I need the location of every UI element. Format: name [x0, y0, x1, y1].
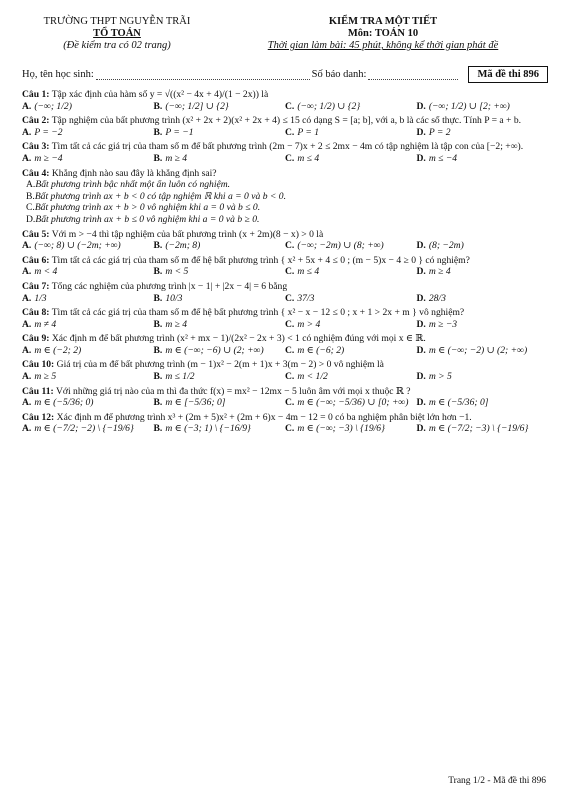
option-letter: D. — [416, 152, 426, 164]
option-text: m < 4 — [34, 266, 58, 278]
option-text: m ≠ 4 — [34, 318, 57, 330]
option-letter: C. — [285, 292, 295, 304]
option-letter: B. — [153, 344, 163, 356]
name-label: Họ, tên học sinh: — [22, 69, 94, 80]
question-number: Câu 2: — [22, 115, 50, 127]
question-text: Xác định m để phương trình x³ + (2m + 5)x² + (2m + 6)x − 4m − 12 = 0 có ba nghiệm phân biệt lớn hơn −1. — [56, 411, 472, 423]
question-text: Với m > −4 thì tập nghiệm của bất phương trình (x + 2m)(8 − x) > 0 là — [51, 228, 324, 240]
answer-option-c[interactable] — [285, 423, 417, 435]
answer-option-d[interactable] — [417, 397, 549, 409]
answer-option-b[interactable] — [26, 191, 548, 203]
question-text: Tìm tất cả các giá trị của tham số m để hệ bất phương trình { x² + 5x + 4 ≤ 0 ; (m − 5)x − 4 ≥ 0 } có nghiệm? — [51, 254, 470, 266]
option-letter: C. — [285, 126, 295, 138]
question-number: Câu 6: — [22, 254, 50, 266]
option-letter: B. — [153, 397, 163, 409]
option-letter: D. — [416, 100, 426, 112]
exam-page — [22, 16, 548, 435]
option-text: m ∈ (−7/2; −3) \ {−19/6} — [428, 423, 529, 435]
option-text: m ∈ (−∞; −2) ∪ (2; +∞) — [428, 344, 528, 356]
question-list — [22, 89, 548, 435]
option-letter: A. — [22, 266, 32, 278]
question-text: Tập xác định của hàm số y = √((x² − 4x + 4)/(1 − 2x)) là — [51, 89, 269, 100]
option-text: P = 2 — [428, 126, 451, 138]
question-11 — [22, 386, 548, 409]
option-text: m ∈ (−3; 1) \ {−16/9} — [165, 423, 251, 435]
page-footer: Trang 1/2 - Mã đề thi 896 — [448, 776, 546, 786]
option-letter: B. — [153, 266, 163, 278]
option-text: m ∈ (−5/36; 0) — [34, 397, 94, 409]
option-letter: B. — [153, 152, 163, 164]
answer-options — [22, 153, 548, 165]
answer-option-a[interactable] — [22, 345, 154, 357]
option-text: 10/3 — [165, 292, 183, 304]
question-10 — [22, 359, 548, 382]
option-letter: B. — [153, 240, 163, 252]
option-letter: A. — [22, 240, 32, 252]
answer-option-d[interactable] — [26, 214, 548, 226]
answer-option-b[interactable] — [154, 266, 286, 278]
question-number: Câu 10: — [22, 359, 55, 371]
option-text: m ≥ 4 — [165, 318, 188, 330]
option-letter: B. — [26, 190, 35, 202]
option-text: Bất phương trình ax + b < 0 có tập nghiệm ℝ khi a = 0 và b < 0. — [34, 190, 286, 202]
answer-options — [22, 266, 548, 278]
answer-option-d[interactable] — [417, 345, 549, 357]
answer-options — [22, 101, 548, 113]
question-number: Câu 5: — [22, 228, 50, 240]
question-8 — [22, 307, 548, 330]
question-number: Câu 11: — [22, 385, 54, 397]
option-letter: D. — [416, 292, 426, 304]
question-text: Khẳng định nào sau đây là khẳng định sai? — [51, 167, 217, 179]
option-text: m ∈ (−5/36; 0] — [428, 397, 489, 409]
option-letter: A. — [22, 397, 32, 409]
answer-option-c[interactable] — [285, 266, 417, 278]
question-number: Câu 8: — [22, 307, 50, 319]
student-info — [22, 66, 548, 83]
answer-option-c[interactable] — [285, 153, 417, 165]
option-letter: B. — [153, 126, 163, 138]
option-text: m ≤ 4 — [297, 152, 320, 164]
question-text: Tập nghiệm của bất phương trình (x² + 2x + 2)(x² + 2x + 4) ≤ 15 có dạng S = [a; b], với a, b là các số thực. Tính P = a + b. — [51, 115, 522, 127]
option-letter: C. — [285, 152, 295, 164]
option-text: m ≥ −3 — [428, 318, 458, 330]
answer-option-b[interactable] — [154, 371, 286, 383]
question-4 — [22, 168, 548, 226]
option-text: m ≥ −4 — [34, 152, 63, 164]
answer-option-b[interactable] — [154, 127, 286, 139]
answer-option-a[interactable] — [22, 293, 154, 305]
option-letter: B. — [153, 423, 163, 435]
option-text: (−∞; 1/2] ∪ {2} — [165, 100, 229, 112]
option-letter: C. — [285, 344, 295, 356]
answer-options — [22, 319, 548, 331]
option-letter: D. — [416, 240, 426, 252]
answer-option-c[interactable] — [285, 293, 417, 305]
answer-option-c[interactable] — [26, 202, 548, 214]
answer-option-c[interactable] — [285, 397, 417, 409]
answer-option-b[interactable] — [154, 319, 286, 331]
option-letter: D. — [416, 126, 426, 138]
option-letter: B. — [153, 318, 163, 330]
option-letter: C. — [285, 266, 295, 278]
option-text: Bất phương trình bậc nhất một ẩn luôn có nghiệm. — [35, 179, 231, 191]
option-letter: D. — [416, 318, 426, 330]
option-letter: D. — [26, 213, 36, 225]
option-text: m ≤ 1/2 — [165, 371, 195, 383]
answer-option-d[interactable] — [417, 371, 549, 383]
answer-option-b[interactable] — [154, 101, 286, 113]
option-text: m ≤ −4 — [428, 152, 458, 164]
answer-options — [22, 179, 548, 225]
option-text: m ∈ (−∞; −5/36) ∪ [0; +∞) — [297, 397, 409, 409]
sbd-label: Số báo danh: — [311, 69, 367, 80]
answer-option-d[interactable] — [417, 127, 549, 139]
exam-header — [22, 16, 548, 52]
option-text: (−∞; 1/2) ∪ {2} — [297, 100, 361, 112]
option-letter: D. — [416, 397, 426, 409]
answer-option-a[interactable] — [22, 266, 154, 278]
question-number: Câu 4: — [22, 167, 50, 179]
answer-option-d[interactable] — [417, 293, 549, 305]
option-letter: D. — [416, 266, 426, 278]
answer-option-b[interactable] — [154, 153, 286, 165]
answer-options — [22, 240, 548, 252]
answer-option-c[interactable] — [285, 101, 417, 113]
answer-option-b[interactable] — [154, 397, 286, 409]
option-letter: A. — [22, 318, 32, 330]
option-text: m < 1/2 — [297, 371, 328, 383]
option-text: (−∞; 8) ∪ (−2m; +∞) — [34, 240, 121, 252]
question-text: Xác định m để bất phương trình (x² + mx − 1)/(2x² − 2x + 3) < 1 có nghiệm đúng với mọi x ∈ ℝ. — [51, 333, 426, 345]
answer-option-c[interactable] — [285, 240, 417, 252]
department-name: TỔ TOÁN — [93, 28, 141, 39]
subject: Môn: TOÁN 10 — [347, 28, 419, 39]
option-text: (−∞; −2m) ∪ (8; +∞) — [297, 240, 384, 252]
option-letter: A. — [22, 423, 32, 435]
option-text: Bất phương trình ax + b ≤ 0 vô nghiệm khi a = 0 và b ≥ 0. — [35, 213, 260, 225]
option-text: 28/3 — [428, 292, 446, 304]
option-text: m ∈ (−7/2; −2) \ {−19/6} — [34, 423, 134, 435]
answer-options — [22, 345, 548, 357]
option-text: 37/3 — [297, 292, 315, 304]
answer-options — [22, 127, 548, 139]
question-6 — [22, 255, 548, 278]
question-text: Tìm tất cả các giá trị của tham số m để hệ bất phương trình { x² − x − 12 ≤ 0 ; x + 1 > 2x + m } vô nghiệm? — [51, 307, 465, 319]
option-letter: C. — [285, 100, 295, 112]
question-text: Với những giá trị nào của m thì đa thức f(x) = mx² − 12mx − 5 luôn âm với mọi x thuộc ℝ ? — [55, 385, 411, 397]
option-text: m ≥ 4 — [428, 266, 451, 278]
answer-option-b[interactable] — [154, 345, 286, 357]
option-text: m ∈ [−5/36; 0] — [165, 397, 226, 409]
option-text: m ≤ 4 — [297, 266, 320, 278]
answer-option-d[interactable] — [417, 423, 549, 435]
question-number: Câu 9: — [22, 333, 50, 345]
sbd-field[interactable] — [368, 70, 458, 80]
option-text: P = −1 — [165, 126, 194, 138]
time-note: Thời gian làm bài: 45 phút, không kể thời gian phát đề — [267, 40, 499, 51]
option-text: (8; −2m) — [428, 240, 464, 252]
answer-option-d[interactable] — [417, 153, 549, 165]
option-text: P = −2 — [34, 126, 63, 138]
answer-option-a[interactable] — [22, 423, 154, 435]
option-letter: C. — [285, 371, 295, 383]
question-number: Câu 1: — [22, 89, 50, 100]
option-letter: C. — [285, 423, 295, 435]
school-name: TRƯỜNG THPT NGUYỄN TRÃI — [43, 16, 191, 27]
option-letter: A. — [22, 292, 32, 304]
answer-option-d[interactable] — [417, 266, 549, 278]
question-text: Tìm tất cả các giá trị của tham số m để bất phương trình (2m − 7)x + 2 ≤ 2mx − 4m có tập nghiệm là tập con của [−2; +∞). — [51, 141, 524, 153]
option-letter: D. — [416, 344, 426, 356]
answer-option-b[interactable] — [154, 293, 286, 305]
option-letter: B. — [153, 100, 163, 112]
option-letter: C. — [26, 202, 35, 214]
option-text: (−∞; 1/2) — [34, 100, 72, 112]
answer-options — [22, 371, 548, 383]
option-letter: C. — [285, 397, 295, 409]
answer-option-d[interactable] — [417, 319, 549, 331]
question-3 — [22, 141, 548, 164]
option-text: m ≥ 5 — [34, 371, 57, 383]
option-text: (−∞; 1/2) ∪ [2; +∞) — [428, 100, 510, 112]
option-letter: B. — [153, 371, 163, 383]
pages-note: (Đề kiểm tra có 02 trang) — [63, 40, 171, 51]
option-text: m ∈ (−∞; −6) ∪ (2; +∞) — [165, 344, 264, 356]
question-number: Câu 12: — [22, 411, 55, 423]
question-9 — [22, 333, 548, 356]
name-field[interactable] — [96, 70, 310, 80]
answer-option-c[interactable] — [285, 319, 417, 331]
answer-option-a[interactable] — [22, 101, 154, 113]
answer-option-a[interactable] — [22, 319, 154, 331]
option-letter: A. — [22, 371, 32, 383]
answer-option-a[interactable] — [22, 397, 154, 409]
option-text: 1/3 — [34, 292, 47, 304]
answer-options — [22, 293, 548, 305]
option-letter: A. — [22, 126, 32, 138]
answer-option-b[interactable] — [154, 423, 286, 435]
option-letter: A. — [22, 152, 32, 164]
answer-option-a[interactable] — [22, 371, 154, 383]
exam-title: KIỂM TRA MỘT TIẾT — [328, 16, 438, 27]
answer-option-a[interactable] — [22, 127, 154, 139]
answer-option-a[interactable] — [26, 179, 548, 191]
question-text: Giá trị của m để bất phương trình (m − 1)x² − 2(m + 1)x + 3(m − 2) > 0 vô nghiệm là — [56, 359, 384, 371]
answer-option-c[interactable] — [285, 371, 417, 383]
header-right — [218, 16, 548, 52]
option-letter: B. — [153, 292, 163, 304]
question-text: Tổng các nghiệm của phương trình |x − 1| + |2x − 4| = 6 bằng — [51, 280, 288, 292]
answer-option-a[interactable] — [22, 153, 154, 165]
option-text: m ∈ (−2; 2) — [34, 344, 82, 356]
option-letter: C. — [285, 318, 295, 330]
option-letter: A. — [26, 179, 36, 191]
answer-option-b[interactable] — [154, 240, 286, 252]
question-number: Câu 3: — [22, 141, 50, 153]
answer-option-c[interactable] — [285, 345, 417, 357]
answer-option-c[interactable] — [285, 127, 417, 139]
answer-option-a[interactable] — [22, 240, 154, 252]
option-text: m > 4 — [297, 318, 321, 330]
question-number: Câu 7: — [22, 280, 50, 292]
option-text: m ∈ (−6; 2) — [297, 344, 345, 356]
answer-options — [22, 423, 548, 435]
header-left — [22, 16, 212, 52]
option-text: m < 5 — [165, 266, 189, 278]
option-letter: C. — [285, 240, 295, 252]
question-1 — [22, 89, 548, 112]
option-text: (−2m; 8) — [165, 240, 201, 252]
question-5 — [22, 229, 548, 252]
option-text: P = 1 — [297, 126, 320, 138]
option-text: m > 5 — [428, 371, 452, 383]
question-2 — [22, 115, 548, 138]
question-12 — [22, 412, 548, 435]
exam-code-badge: Mã đề thi 896 — [468, 66, 548, 83]
answer-options — [22, 397, 548, 409]
answer-option-d[interactable] — [417, 240, 549, 252]
option-letter: D. — [416, 423, 426, 435]
option-letter: A. — [22, 344, 32, 356]
option-text: m ≥ 4 — [165, 152, 188, 164]
answer-option-d[interactable] — [417, 101, 549, 113]
option-text: Bất phương trình ax + b > 0 vô nghiệm khi a = 0 và b ≤ 0. — [34, 202, 261, 214]
option-text: m ∈ (−∞; −3) \ {19/6} — [297, 423, 385, 435]
question-7 — [22, 281, 548, 304]
option-letter: D. — [416, 371, 426, 383]
option-letter: A. — [22, 100, 32, 112]
